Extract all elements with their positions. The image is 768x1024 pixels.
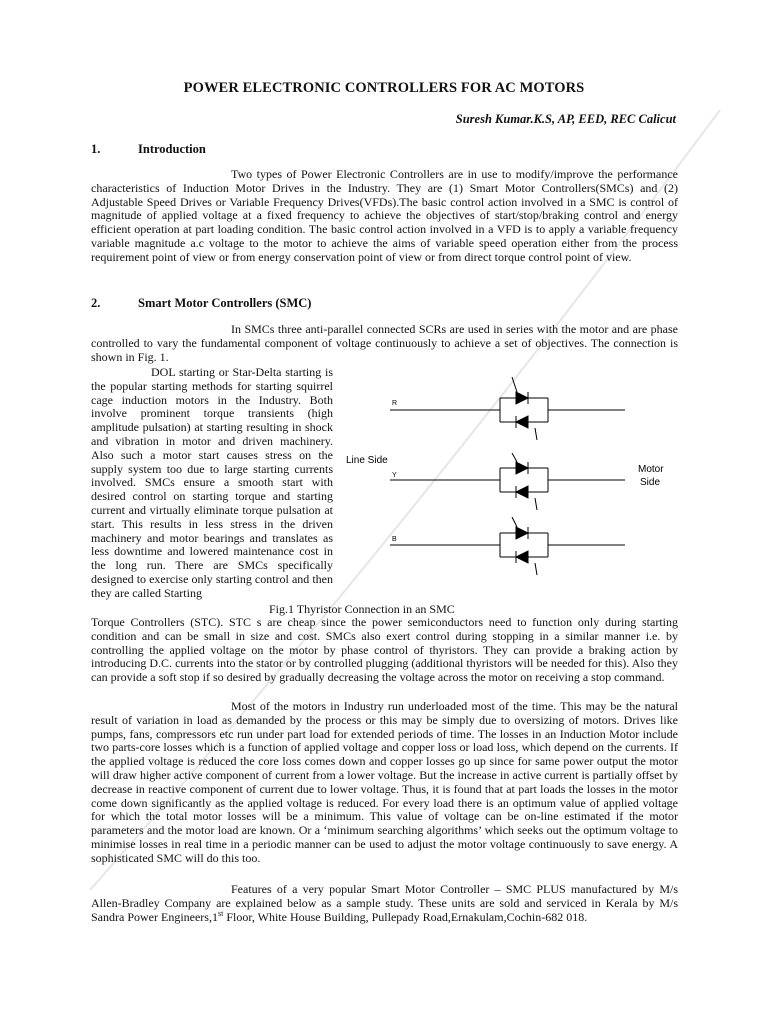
smc-paragraph-2: Torque Controllers (STC). STC s are cheap since the power semiconductors need to function only during starting condition and can be small in size and cost. SMCs also exert control during stopping in a similar manner i.e. by controlling the applied voltage on the motor by phase control of thyristors. They can provide a braking action by introducing D.C. currents into the stator or by controlled plugging (additional thyristors will be needed for this). Also they can provide a soft stop if so desired by gradually decreasing the voltage across the motor on receiving a stop command. xyxy=(91,615,678,685)
phase-label-r: R xyxy=(392,400,398,407)
smc-paragraph-4 xyxy=(91,883,678,924)
thyristor-pair-r xyxy=(500,377,548,440)
section-number: 1. xyxy=(91,142,101,156)
intro-paragraph: Two types of Power Electronic Controllers are in use to modify/improve the performance characteristics of Induction Motor Drives in the Industry. They are (1) Smart Motor Controllers(SMCs) and (2) Adjustable Speed Drives or Variable Frequency Drives(VFDs).The basic control action involved in a SMC is control of magnitude of applied voltage at a fixed frequency to achieve the objectives of start/stop/braking control and energy efficient operation at part loading condition. The basic control action involved in a VFD is to apply a variable frequency variable magnitude a.c voltage to the motor to achieve the aims of variable speed operation either from the process requirement point of view or from energy conservation point of view or from direct torque control point of view. xyxy=(91,167,678,264)
section-heading-introduction xyxy=(91,142,206,157)
section-title: Introduction xyxy=(138,142,206,156)
phase-label-b: B xyxy=(392,536,397,543)
author-line: Suresh Kumar.K.S, AP, EED, REC Calicut xyxy=(455,112,676,126)
motor-side-label-2: Side xyxy=(640,477,661,488)
paragraph-4-text-a: Features of a very popular Smart Motor Controller – SMC PLUS manufactured by M/s Allen-Bradley Company are explained below as a sample study. These units are sold and serviced in Kerala by M/s Sandra Power Engineers,1 xyxy=(91,882,678,924)
paragraph-4-text-b: Floor, White House Building, Pullepady Road,Ernakulam,Cochin-682 018. xyxy=(223,909,588,924)
thyristor-pair-y xyxy=(500,453,548,510)
figure-caption: Fig.1 Thyristor Connection in an SMC xyxy=(269,602,455,616)
section-title: Smart Motor Controllers (SMC) xyxy=(138,296,312,310)
ordinal-suffix: st xyxy=(217,908,224,918)
smc-wrapped-paragraph: DOL starting or Star-Delta starting is the popular starting methods for starting squirrel cage induction motors in the Industry. Both involve prominent torque transients (high amplitude pulsation) at starting resulting in shock and vibration in motor and driven machinery. Also such a motor start causes stress on the supply system too due to large starting currents involved. SMCs ensure a smooth start with desired control on starting torque and starting current and virtually eliminate torque pulsation at start. This results in less stress in the driven machinery and motor bearings and translates as less downtime and lowered maintenance cost in the long run. There are SMCs specifically designed to exercise only starting control and then they are called Starting xyxy=(91,365,333,600)
phase-label-y: Y xyxy=(392,472,397,479)
thyristor-pair-b xyxy=(500,517,548,575)
motor-side-label-1: Motor xyxy=(638,464,664,475)
line-side-label: Line Side xyxy=(346,455,388,466)
smc-paragraph-3: Most of the motors in Industry run underloaded most of the time. This may be the natural result of variation in load as demanded by the process or this may be simply due to oversizing of motors. Drives like pumps, fans, compressors etc run under part load for extended periods of time. The losses in an Induction Motor include two parts-core losses which is a function of applied voltage and copper loss or load loss, which depend on the currents. If the applied voltage is reduced the core loss comes down and copper losses go up since for same power output the motor will draw higher active component of current from a lower voltage. But the increase in active current is partially offset by decrease in reactive component of current due to lower voltage. Thus, it is found that at part loads the losses in the motor come down significantly as the applied voltage is reduced. For every load there is an optimum value of applied voltage for which the total motor losses will be a minimum. This value of voltage can be on-line estimated if the motor parameters and the motor load are known. Or a ‘minimum searching algorithms’ which seeks out the optimum voltage to minimise losses in real time in a periodic manner can be used to adjust the motor voltage continuously to save energy. A sophisticated SMC will do this too. xyxy=(91,699,678,865)
section-heading-smc xyxy=(91,296,311,311)
smc-paragraph-1: In SMCs three anti-parallel connected SCRs are used in series with the motor and are phase controlled to vary the fundamental component of voltage continuously to achieve a set of objectives. The connection is shown in Fig. 1. xyxy=(91,322,678,364)
page-title: POWER ELECTRONIC CONTROLLERS FOR AC MOTORS xyxy=(183,80,585,96)
section-number: 2. xyxy=(91,296,101,310)
thyristor-connection-diagram xyxy=(340,365,680,600)
